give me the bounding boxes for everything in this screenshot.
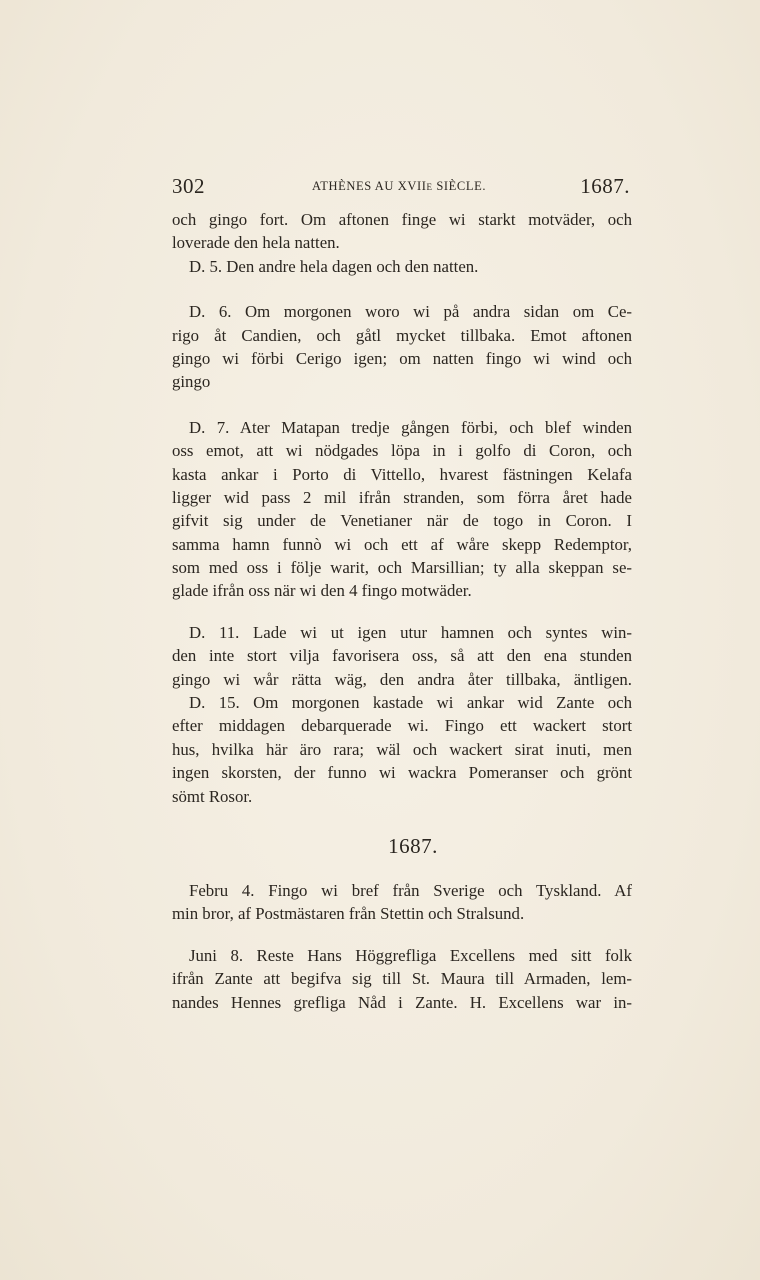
running-title: ATHÈNES AU XVIIe SIÈCLE.	[312, 179, 487, 193]
text-line: ingen skorsten, der funno wi wackra Pomeranser och grönt	[172, 763, 632, 783]
text-line: efter middagen debarquerade wi. Fingo ett wackert stort	[172, 716, 632, 736]
text-line: Juni 8. Reste Hans Höggrefliga Excellens med sitt folk	[189, 945, 632, 965]
paragraph	[172, 208, 632, 255]
header-year: 1687.	[580, 174, 630, 198]
page-header	[172, 174, 630, 200]
paragraph	[172, 879, 632, 926]
text-line: hus, hvilka här äro rara; wäl och wackert sirat inuti, men	[172, 739, 632, 759]
year-heading: 1687.	[388, 833, 438, 858]
text-line: D. 5. Den andre hela dagen och den natten.	[189, 256, 479, 276]
text-line: D. 7. Ater Matapan tredje gången förbi, och blef winden	[189, 417, 632, 437]
paragraph	[172, 944, 632, 1014]
text-line: ligger wid pass 2 mil ifrån stranden, som förra året hade	[172, 487, 632, 507]
text-line: samma hamn funnò wi och ett af wåre skepp Redemptor,	[172, 534, 632, 554]
text-line: kasta ankar i Porto di Vittello, hvarest fästningen Kelafa	[172, 464, 632, 484]
text-line: gifvit sig under de Venetianer när de togo in Coron. I	[172, 511, 632, 531]
text-line: nandes Hennes grefliga Nåd i Zante. H. Excellens war in-	[172, 992, 632, 1012]
text-line: min bror, af Postmästaren från Stettin och Stralsund.	[172, 904, 525, 924]
paragraph	[172, 621, 632, 691]
text-line: gingo wi wår rätta wäg, den andra åter tillbaka, äntligen.	[172, 669, 632, 689]
paragraph	[172, 416, 632, 603]
text-line: glade ifrån oss när wi den 4 fingo motwäder.	[172, 581, 472, 601]
paragraph	[172, 300, 632, 394]
text-line: oss emot, att wi nödgades löpa in i golfo di Coron, och	[172, 441, 632, 461]
text-line: gingo	[172, 372, 211, 392]
body-text	[172, 208, 632, 1014]
paragraph	[172, 255, 632, 278]
text-line: den inte stort vilja favorisera oss, så att den ena stunden	[172, 646, 632, 666]
text-line: rigo åt Candien, och gåtl mycket tillbaka. Emot aftonen	[172, 325, 632, 345]
text-line: som med oss i följe warit, och Marsillian; ty alla skeppan se-	[172, 558, 632, 578]
text-line: och gingo fort. Om aftonen finge wi starkt motväder, och	[172, 210, 632, 229]
text-line: gingo wi förbi Cerigo igen; om natten fingo wi wind och	[172, 348, 632, 368]
text-line: ifrån Zante att begifva sig till St. Maura till Armaden, lem-	[172, 969, 632, 989]
text-line: D. 11. Lade wi ut igen utur hamnen och syntes win-	[189, 622, 632, 642]
text-line: D. 15. Om morgonen kastade wi ankar wid Zante och	[189, 693, 632, 713]
text-line: Febru 4. Fingo wi bref från Sverige och Tyskland. Af	[189, 880, 632, 900]
page-number: 302	[172, 174, 205, 198]
text-line: loverade den hela natten.	[172, 233, 340, 253]
text-line: D. 6. Om morgonen woro wi på andra sidan om Ce-	[189, 302, 632, 322]
text-line: sömt Rosor.	[172, 786, 253, 806]
paragraph	[172, 691, 632, 808]
